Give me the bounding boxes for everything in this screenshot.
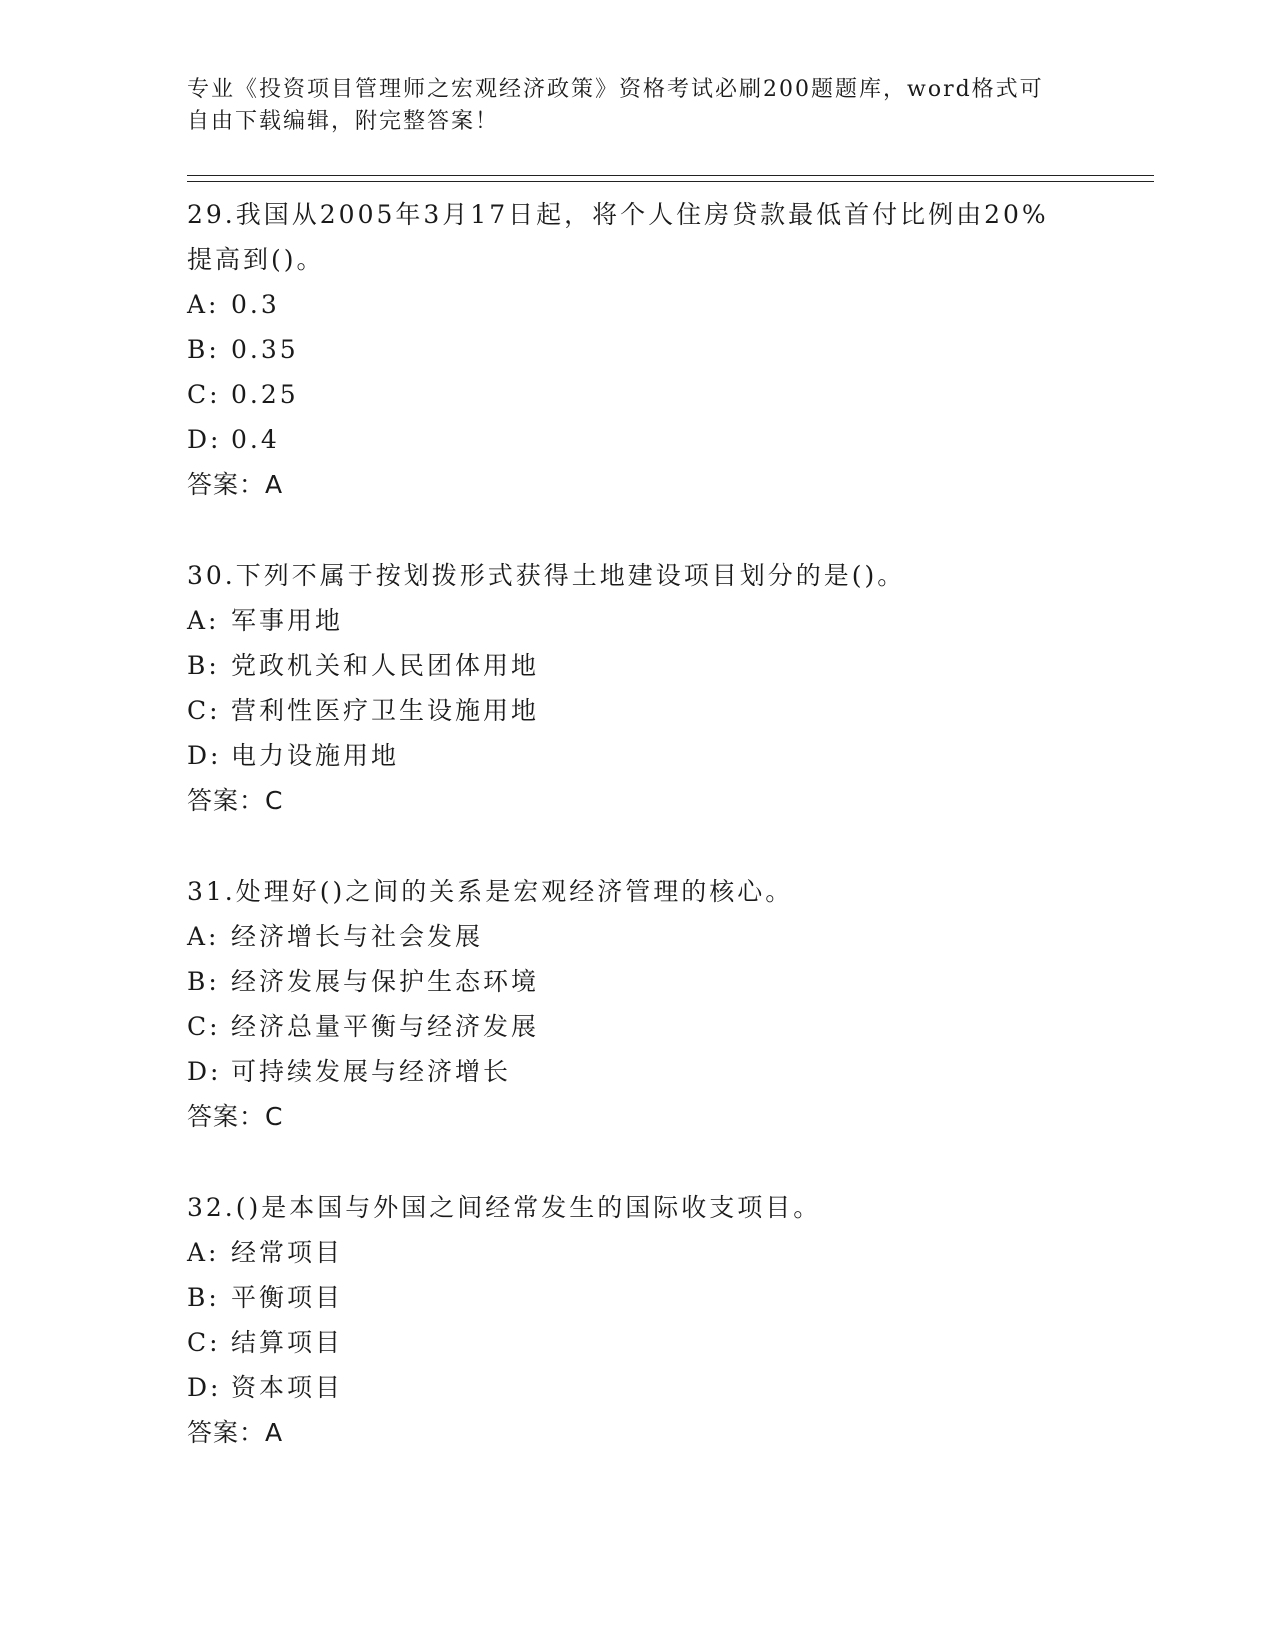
- question-31: [187, 869, 1087, 1139]
- option-text: 经济增长与社会发展: [231, 922, 484, 951]
- option-letter: C:: [187, 1012, 221, 1041]
- option-a: [187, 1230, 1087, 1275]
- option-d: [187, 417, 1087, 462]
- option-letter: B:: [187, 651, 220, 680]
- option-a: [187, 282, 1087, 327]
- option-d: [187, 733, 1087, 778]
- question-stem: 32.()是本国与外国之间经常发生的国际收支项目。: [187, 1193, 822, 1222]
- spacer: [187, 1139, 1087, 1185]
- option-text: 党政机关和人民团体用地: [231, 651, 540, 680]
- question-32: [187, 1185, 1087, 1455]
- option-d: [187, 1049, 1087, 1094]
- answer-line: 答案：C: [187, 1102, 284, 1131]
- option-text: 结算项目: [231, 1328, 344, 1357]
- spacer: [187, 823, 1087, 869]
- option-c: [187, 372, 1087, 417]
- option-d: [187, 1365, 1087, 1410]
- option-text: 电力设施用地: [231, 741, 400, 770]
- option-c: [187, 688, 1087, 733]
- option-text: 0.25: [231, 380, 299, 409]
- question-stem: 29.我国从2005年3月17日起，将个人住房贷款最低首付比例由20%: [187, 200, 1049, 229]
- option-b: [187, 643, 1087, 688]
- option-letter: A:: [187, 290, 220, 319]
- option-text: 经常项目: [231, 1238, 344, 1267]
- option-letter: B:: [187, 335, 220, 364]
- option-text: 军事用地: [231, 606, 344, 635]
- answer-line: 答案：A: [187, 1418, 284, 1447]
- header-divider-top: [187, 175, 1154, 176]
- spacer: [187, 507, 1087, 553]
- question-29: [187, 192, 1087, 507]
- option-b: [187, 327, 1087, 372]
- option-letter: C:: [187, 380, 221, 409]
- option-letter: A:: [187, 922, 220, 951]
- question-list: [187, 192, 1087, 1455]
- option-letter: B:: [187, 967, 220, 996]
- option-letter: D:: [187, 425, 222, 454]
- option-letter: A:: [187, 1238, 220, 1267]
- option-text: 0.35: [231, 335, 299, 364]
- header-line-1: 专业《投资项目管理师之宏观经济政策》资格考试必刷200题题库，word格式可: [187, 77, 1044, 102]
- option-letter: C:: [187, 1328, 221, 1357]
- option-letter: D:: [187, 1057, 222, 1086]
- option-text: 营利性医疗卫生设施用地: [231, 696, 540, 725]
- option-c: [187, 1004, 1087, 1049]
- option-c: [187, 1320, 1087, 1365]
- header-divider-bottom: [187, 181, 1154, 182]
- option-b: [187, 959, 1087, 1004]
- question-stem: 提高到()。: [187, 245, 325, 274]
- option-text: 资本项目: [231, 1373, 344, 1402]
- option-letter: A:: [187, 606, 220, 635]
- question-stem: 31.处理好()之间的关系是宏观经济管理的核心。: [187, 877, 794, 906]
- option-text: 0.4: [231, 425, 280, 454]
- option-b: [187, 1275, 1087, 1320]
- option-letter: C:: [187, 696, 221, 725]
- option-letter: D:: [187, 741, 222, 770]
- question-30: [187, 553, 1087, 823]
- answer-line: 答案：A: [187, 470, 284, 499]
- header-line-2: 自由下载编辑，附完整答案！: [187, 109, 500, 134]
- answer-line: 答案：C: [187, 786, 284, 815]
- document-header: [187, 74, 1067, 138]
- option-a: [187, 914, 1087, 959]
- option-text: 平衡项目: [231, 1283, 344, 1312]
- question-stem: 30.下列不属于按划拨形式获得土地建设项目划分的是()。: [187, 561, 906, 590]
- option-a: [187, 598, 1087, 643]
- option-letter: B:: [187, 1283, 220, 1312]
- option-letter: D:: [187, 1373, 222, 1402]
- option-text: 0.3: [231, 290, 280, 319]
- option-text: 经济总量平衡与经济发展: [231, 1012, 540, 1041]
- option-text: 可持续发展与经济增长: [231, 1057, 512, 1086]
- option-text: 经济发展与保护生态环境: [231, 967, 540, 996]
